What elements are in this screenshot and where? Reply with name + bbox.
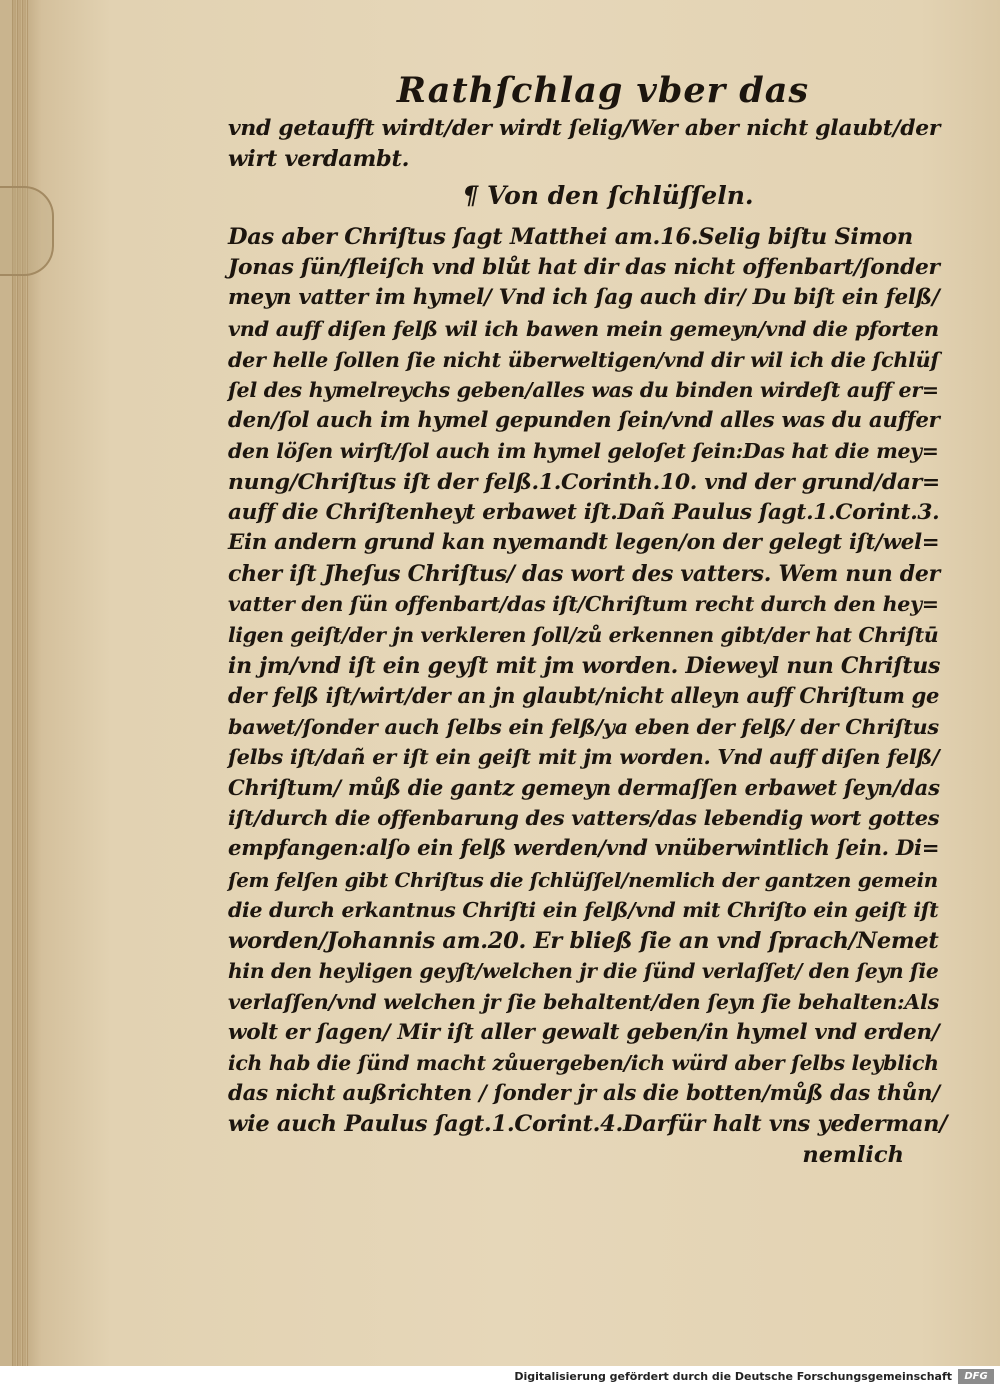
text-line: Das aber Chriſtus ſagt Matthei am.16.Selig biſtu Simon (228, 224, 913, 251)
text-line: den/ſol auch im hymel gepunden ſein/vnd alles was du auffer (228, 407, 940, 433)
section-title: ¶ Von den ſchlüſſeln. (462, 181, 754, 211)
text-line: ſem felſen gibt Chriſtus die ſchlüſſel/nemlich der gantzen gemein (228, 867, 938, 892)
text-line: bawet/ſonder auch ſelbs ein felß/ya eben der felß/ der Chriſtus (228, 713, 939, 739)
text-line: das nicht außrichten / ſonder jr als die botten/můß das thůn/ (228, 1080, 940, 1106)
running-head: Rathſchlag vber das (396, 70, 810, 111)
text-line: hin den heyligen geyſt/welchen jr die ſünd verlaſſet/ den ſeyn ſie (228, 959, 939, 984)
bookmark-tab (0, 186, 54, 276)
funding-credit: Digitalisierung gefördert durch die Deutsche Forschungsgemeinschaft (514, 1370, 952, 1383)
text-line: wolt er ſagen/ Mir iſt aller gewalt geben/in hymel vnd erden/ (228, 1019, 940, 1045)
text-block (228, 70, 948, 1170)
text-line: auff die Chriſtenheyt erbawet iſt.Dañ Paulus ſagt.1.Corint.3. (228, 499, 940, 525)
text-line: meyn vatter im hymel/ Vnd ich ſag auch dir/ Du biſt ein felß/ (228, 285, 940, 311)
text-line: vnd getaufft wirdt/der wirdt ſelig/Wer aber nicht glaubt/der (228, 115, 941, 141)
text-line: worden/Johannis am.20. Er bließ ſie an vnd ſprach/Nemet (228, 927, 939, 954)
text-line: Jonas ſün/fleiſch vnd blůt hat dir das nicht offenbart/ſonder (228, 254, 940, 280)
text-line: verlaſſen/vnd welchen jr ſie behaltent/den ſeyn ſie behalten:Als (228, 990, 939, 1015)
text-line: der felß iſt/wirt/der an jn glaubt/nicht alleyn auff Chriſtum ge (228, 683, 940, 709)
text-line: vnd auff diſen felß wil ich bawen mein gemeyn/vnd die pforten (228, 315, 939, 341)
opening-lines (228, 113, 948, 174)
text-line: wie auch Paulus ſagt.1.Corint.4.Darfür halt vns yederman/ (228, 1111, 948, 1138)
dfg-logo: DFG (958, 1369, 994, 1384)
footer-bar (0, 1366, 1000, 1388)
text-line: ich hab die ſünd macht zůuergeben/ich würd aber ſelbs leyblich (228, 1051, 939, 1076)
text-line: in jm/vnd iſt ein geyſt mit jm worden. Dieweyl nun Chriſtus (228, 652, 941, 679)
text-line: ſel des hymelreychs geben/alles was du binden wirdeſt auff er= (228, 378, 939, 403)
text-line: iſt/durch die offenbarung des vatters/das lebendig wort gottes (228, 805, 940, 831)
text-line: Chriſtum/ můß die gantz gemeyn dermaſſen erbawet ſeyn/das (228, 774, 940, 800)
text-line: vatter den ſün offenbart/das iſt/Chriſtum recht durch den hey= (228, 592, 939, 617)
text-line: ſelbs iſt/dañ er iſt ein geiſt mit jm worden. Vnd auff diſen felß/ (228, 744, 940, 770)
catchword: nemlich (802, 1142, 904, 1168)
text-line: cher iſt Jheſus Chriſtus/ das wort des vatters. Wem nun der (228, 560, 940, 587)
text-line: den löſen wirſt/ſol auch im hymel geloſet ſein:Das hat die mey= (228, 439, 939, 464)
text-line: Ein andern grund kan nyemandt legen/on der gelegt iſt/wel= (228, 530, 940, 556)
text-line: wirt verdambt. (228, 145, 410, 172)
text-line: nung/Chriſtus iſt der felß.1.Corinth.10. vnd der grund/dar= (228, 468, 940, 495)
text-line: ligen geiſt/der jn verkleren ſoll/zů erkennen gibt/der hat Chriſtū (228, 622, 939, 647)
text-line: der helle ſollen ſie nicht überweltigen/vnd dir wil ich die ſchlüſ (228, 347, 939, 372)
body-text (228, 222, 948, 1140)
text-line: empfangen:alſo ein felß werden/vnd vnüberwintlich ſein. Di= (228, 836, 940, 862)
text-line: die durch erkantnus Chriſti ein felß/vnd mit Chriſto ein geiſt iſt (228, 898, 939, 923)
